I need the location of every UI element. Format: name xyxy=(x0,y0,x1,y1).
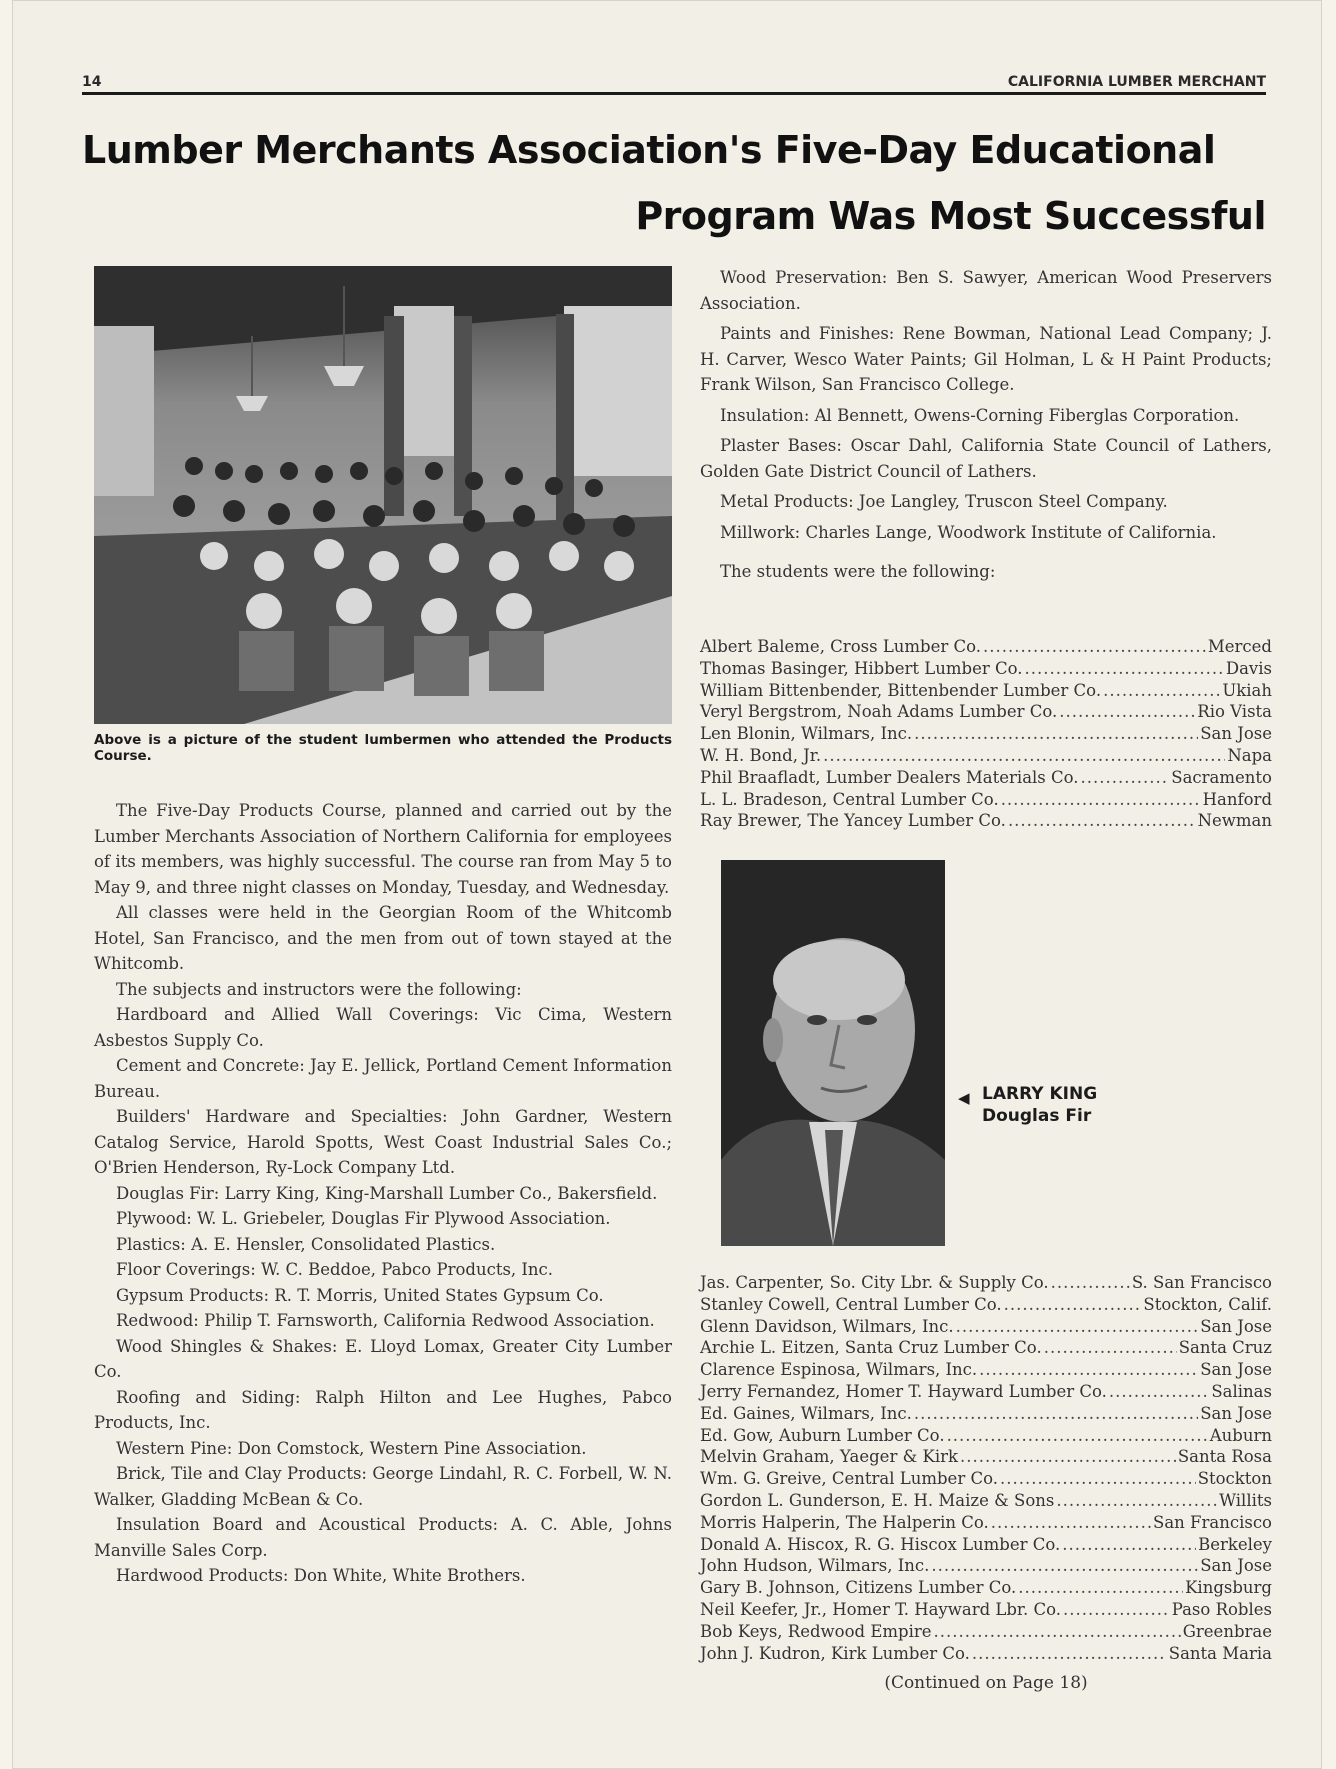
paragraph: The subjects and instructors were the following: xyxy=(116,979,522,999)
list-item: Glenn Davidson, Wilmars, Inc. ..... San Jose xyxy=(700,1316,1272,1338)
paragraph: Douglas Fir: Larry King, King-Marshall Lumber Co., Bakersfield. xyxy=(116,1183,658,1203)
portrait-name: LARRY KING xyxy=(982,1084,1098,1104)
left-column-text xyxy=(94,798,672,1589)
paragraph: Brick, Tile and Clay Products: George Lindahl, R. C. Forbell, W. N. Walker, Gladding McBean & Co. xyxy=(94,1464,672,1509)
list-item: William Bittenbender, Bittenbender Lumber Co. ..... Ukiah xyxy=(700,680,1272,702)
paragraph: The Five-Day Products Course, planned and carried out by the Lumber Merchants Association of Northern California for employees of its members, was highly successful. The course ran from May 5 to May 9, and three night classes on Monday, Tuesday, and Wednesday. xyxy=(94,801,672,897)
list-item: Morris Halperin, The Halperin Co. ..... San Francisco xyxy=(700,1512,1272,1534)
list-item: Stanley Cowell, Central Lumber Co. ..... Stockton, Calif. xyxy=(700,1294,1272,1316)
paragraph: Wood Preservation: Ben S. Sawyer, American Wood Preservers Association. xyxy=(700,268,1272,313)
list-item: Veryl Bergstrom, Noah Adams Lumber Co. ..... Rio Vista xyxy=(700,701,1272,723)
list-item: Len Blonin, Wilmars, Inc. ..... San Jose xyxy=(700,723,1272,745)
paragraph: Plastics: A. E. Hensler, Consolidated Plastics. xyxy=(116,1234,496,1254)
list-item: John J. Kudron, Kirk Lumber Co. ..... Santa Maria xyxy=(700,1643,1272,1665)
paragraph: Roofing and Siding: Ralph Hilton and Lee Hughes, Pabco Products, Inc. xyxy=(94,1387,672,1432)
students-list-b xyxy=(700,1272,1272,1664)
list-item: L. L. Bradeson, Central Lumber Co. ..... Hanford xyxy=(700,789,1272,811)
list-item: Thomas Basinger, Hibbert Lumber Co. ..... Davis xyxy=(700,658,1272,680)
list-item: Bob Keys, Redwood Empire ..... Greenbrae xyxy=(700,1621,1272,1643)
paragraph: Western Pine: Don Comstock, Western Pine Association. xyxy=(116,1438,587,1458)
publication-name: CALIFORNIA LUMBER MERCHANT xyxy=(1007,74,1266,90)
paragraph: Cement and Concrete: Jay E. Jellick, Portland Cement Information Bureau. xyxy=(94,1056,672,1101)
larry-king-portrait xyxy=(721,860,945,1246)
list-item: Gordon L. Gunderson, E. H. Maize & Sons ..... Willits xyxy=(700,1490,1272,1512)
paragraph: Insulation: Al Bennett, Owens-Corning Fiberglas Corporation. xyxy=(720,405,1240,425)
continued-note: (Continued on Page 18) xyxy=(884,1673,1088,1693)
list-item: Jas. Carpenter, So. City Lbr. & Supply Co. ..... S. San Francisco xyxy=(700,1272,1272,1294)
list-item: Wm. G. Greive, Central Lumber Co. ..... Stockton xyxy=(700,1468,1272,1490)
list-item: Ray Brewer, The Yancey Lumber Co. ..... Newman xyxy=(700,810,1272,832)
list-item: Donald A. Hiscox, R. G. Hiscox Lumber Co. ..... Berkeley xyxy=(700,1534,1272,1556)
paragraph: Wood Shingles & Shakes: E. Lloyd Lomax, Greater City Lumber Co. xyxy=(94,1336,672,1381)
paragraph: Gypsum Products: R. T. Morris, United States Gypsum Co. xyxy=(116,1285,604,1305)
page-header xyxy=(82,68,1266,95)
list-item: Ed. Gow, Auburn Lumber Co. ..... Auburn xyxy=(700,1425,1272,1447)
article-title-line-1: Lumber Merchants Association's Five-Day Educational xyxy=(82,128,1216,172)
paragraph: Millwork: Charles Lange, Woodwork Institute of California. xyxy=(720,522,1217,542)
list-item: Gary B. Johnson, Citizens Lumber Co. ..... Kingsburg xyxy=(700,1577,1272,1599)
list-item: John Hudson, Wilmars, Inc. ..... San Jose xyxy=(700,1555,1272,1577)
portrait-caption xyxy=(958,1083,1097,1127)
list-item: Phil Braafladt, Lumber Dealers Materials Co. ..... Sacramento xyxy=(700,767,1272,789)
list-item: Albert Baleme, Cross Lumber Co. ..... Merced xyxy=(700,636,1272,658)
students-list-a xyxy=(700,636,1272,832)
paragraph: Hardboard and Allied Wall Coverings: Vic Cima, Western Asbestos Supply Co. xyxy=(94,1005,672,1050)
paragraph: Floor Coverings: W. C. Beddoe, Pabco Products, Inc. xyxy=(116,1260,554,1279)
list-item: Melvin Graham, Yaeger & Kirk ..... Santa Rosa xyxy=(700,1446,1272,1468)
paragraph: Insulation Board and Acoustical Products: A. C. Able, Johns Manville Sales Corp. xyxy=(94,1515,672,1560)
paragraph: Plywood: W. L. Griebeler, Douglas Fir Plywood Association. xyxy=(116,1209,611,1228)
list-item: W. H. Bond, Jr. ..... Napa xyxy=(700,745,1272,767)
list-item: Clarence Espinosa, Wilmars, Inc. ..... San Jose xyxy=(700,1359,1272,1381)
list-item: Ed. Gaines, Wilmars, Inc. ..... San Jose xyxy=(700,1403,1272,1425)
page-number: 14 xyxy=(82,74,102,90)
paragraph: Builders' Hardware and Specialties: John Gardner, Western Catalog Service, Harold Spotts, West Coast Industrial Sales Co.; O'Brien Henderson, Ry-Lock Company Ltd. xyxy=(94,1107,672,1177)
paragraph: Hardwood Products: Don White, White Brothers. xyxy=(116,1566,526,1585)
paragraph: Plaster Bases: Oscar Dahl, California State Council of Lathers, Golden Gate District Council of Lathers. xyxy=(700,436,1272,481)
portrait-subject: Douglas Fir xyxy=(982,1106,1092,1126)
list-item: Neil Keefer, Jr., Homer T. Hayward Lbr. Co. ..... Paso Robles xyxy=(700,1599,1272,1621)
students-intro: The students were the following: xyxy=(720,562,996,581)
right-column-subjects xyxy=(700,265,1272,590)
paragraph: Metal Products: Joe Langley, Truscon Steel Company. xyxy=(720,492,1168,511)
paragraph: Paints and Finishes: Rene Bowman, National Lead Company; J. H. Carver, Wesco Water Paints; Gil Holman, L & H Paint Products; Frank Wilson, San Francisco College. xyxy=(700,324,1272,394)
list-item: Archie L. Eitzen, Santa Cruz Lumber Co. ..... Santa Cruz xyxy=(700,1337,1272,1359)
paragraph: All classes were held in the Georgian Room of the Whitcomb Hotel, San Francisco, and the men from out of town stayed at the Whitcomb. xyxy=(94,903,672,973)
list-item: Jerry Fernandez, Homer T. Hayward Lumber Co. ..... Salinas xyxy=(700,1381,1272,1403)
classroom-photo xyxy=(94,266,672,724)
pointer-arrow-icon: ◀ xyxy=(958,1089,970,1107)
photo-caption: Above is a picture of the student lumbermen who attended the Products Course. xyxy=(94,732,672,764)
article-title-line-2: Program Was Most Successful xyxy=(635,194,1266,238)
paragraph: Redwood: Philip T. Farnsworth, California Redwood Association. xyxy=(116,1311,655,1330)
